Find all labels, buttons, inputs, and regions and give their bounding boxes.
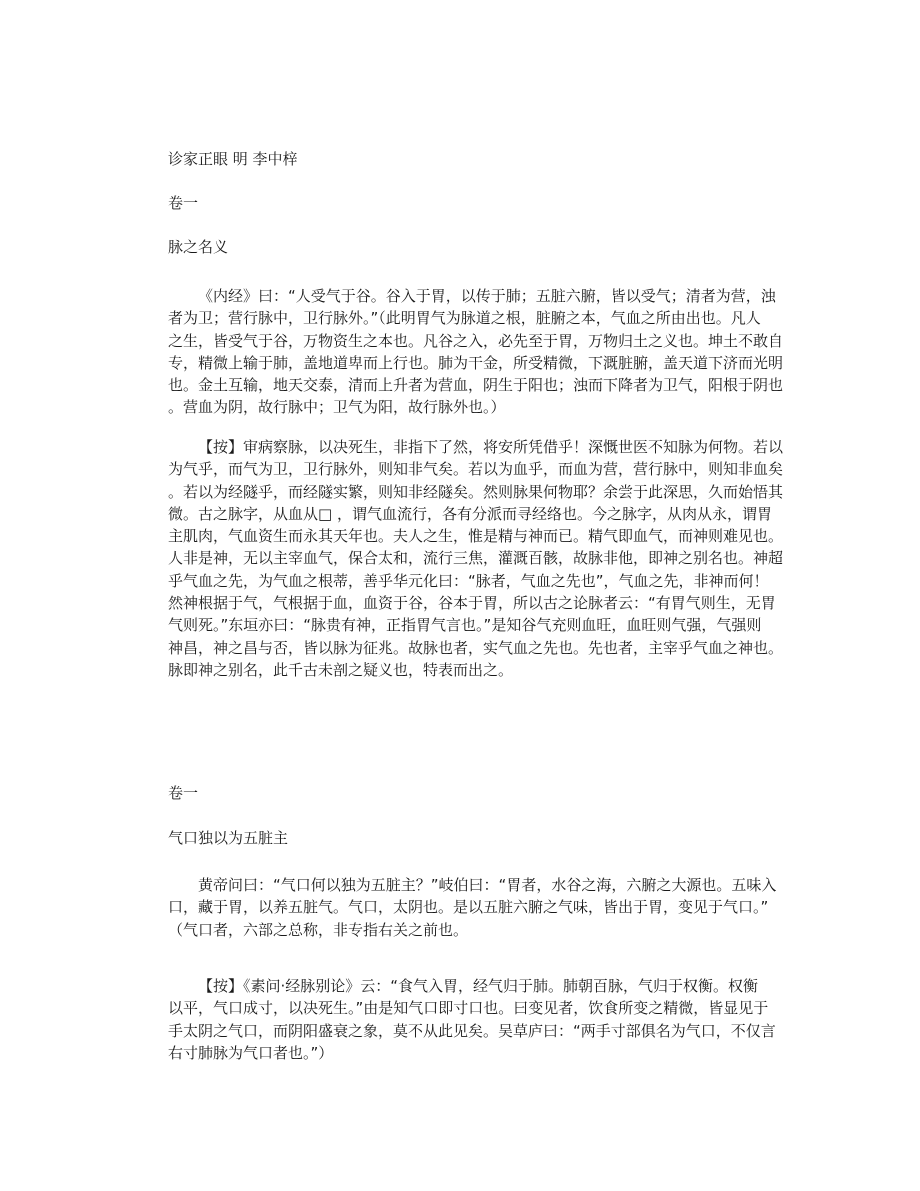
paragraph-commentary-2: 【按】《素问·经脉别论》云：“食气入胃，经气归于肺。肺朝百脉，气归于权衡。权衡 以平，气口成寸，以决死生。”由是知气口即寸口也。曰变见者，饮食所变之精微，皆显见于 手太阴之气口，而阴阳盛衰之象，莫不从此见矣。吴草庐曰：“两手寸部俱名为气口，不仅言 右寸肺脉为气口者也。”） (168, 977, 776, 1062)
section-heading-2: 气口独以为五脏主 (168, 829, 289, 847)
paragraph-commentary: 【按】审病察脉，以决死生，非指下了然，将安所凭借乎！深慨世医不知脉为何物。若以 为气乎，而气为卫，卫行脉外，则知非气矣。若以为血乎，而血为营，营行脉中，则知非血矣 。若以为经隧乎，而经隧实繁，则知非经隧矣。然则脉果何物耶？余尝于此深思，久而始悟其 微。古之脉字，从血从□ ，谓气血流行，各有分派而寻经络也。今之脉字，从肉从永，谓胃 主肌肉，气血资生而永其天年也。夫人之生，惟是精与神而已。精气即血气，而神则难见也。 人非是神，无以主宰血气，保合太和，流行三焦，灌溉百骸，故脉非他，即神之别名也。神超 乎气血之先，为气血之根蒂，善乎华元化曰：“脉者，气血之先也”，气血之先，非神而何！ 然神根据于气，气根据于血，血资于谷，谷本于胃，所以古之论脉者云：“有胃气则生，无胃 气则死。”东垣亦曰：“脉贵有神，正指胃气言也。”是知谷气充则血旺，血旺则气强，气强则 神昌，神之昌与否，皆以脉为征兆。故脉也者，实气血之先也。先也者，主宰乎气血之神也。 脉即神之别名，此千古未剖之疑义也，特表而出之。 (168, 438, 784, 679)
section-heading: 脉之名义 (168, 238, 229, 256)
volume-heading: 卷一 (168, 194, 199, 212)
paragraph-neijing: 《内经》曰：“人受气于谷。谷入于胃，以传于肺；五脏六腑，皆以受气；清者为营，浊 者为卫；营行脉中，卫行脉外。”（此明胃气为脉道之根，脏腑之本，气血之所由出也。凡人 之生，皆受气于谷，万物资生之本也。凡谷之入，必先至于胃，万物归土之义也。坤土不敢自 专，精微上输于肺，盖地道卑而上行也。肺为干金，所受精微，下溉脏腑，盖天道下济而光明 也。金土互输，地天交泰，清而上升者为营血，阴生于阳也；浊而下降者为卫气，阳根于阴也 。营血为阴，故行脉中；卫气为阳，故行脉外也。） (168, 287, 784, 417)
paragraph-huangdi: 黄帝问曰：“气口何以独为五脏主？”岐伯曰：“胃者，水谷之海，六腑之大源也。五味入 口，藏于胃，以养五脏气。气口，太阴也。是以五脏六腑之气味，皆出于胃，变见于气口。” （气口者，六部之总称，非专指右关之前也。 (168, 876, 777, 939)
volume-heading-2: 卷一 (168, 784, 199, 802)
book-title: 诊家正眼 明 李中梓 (168, 150, 298, 168)
